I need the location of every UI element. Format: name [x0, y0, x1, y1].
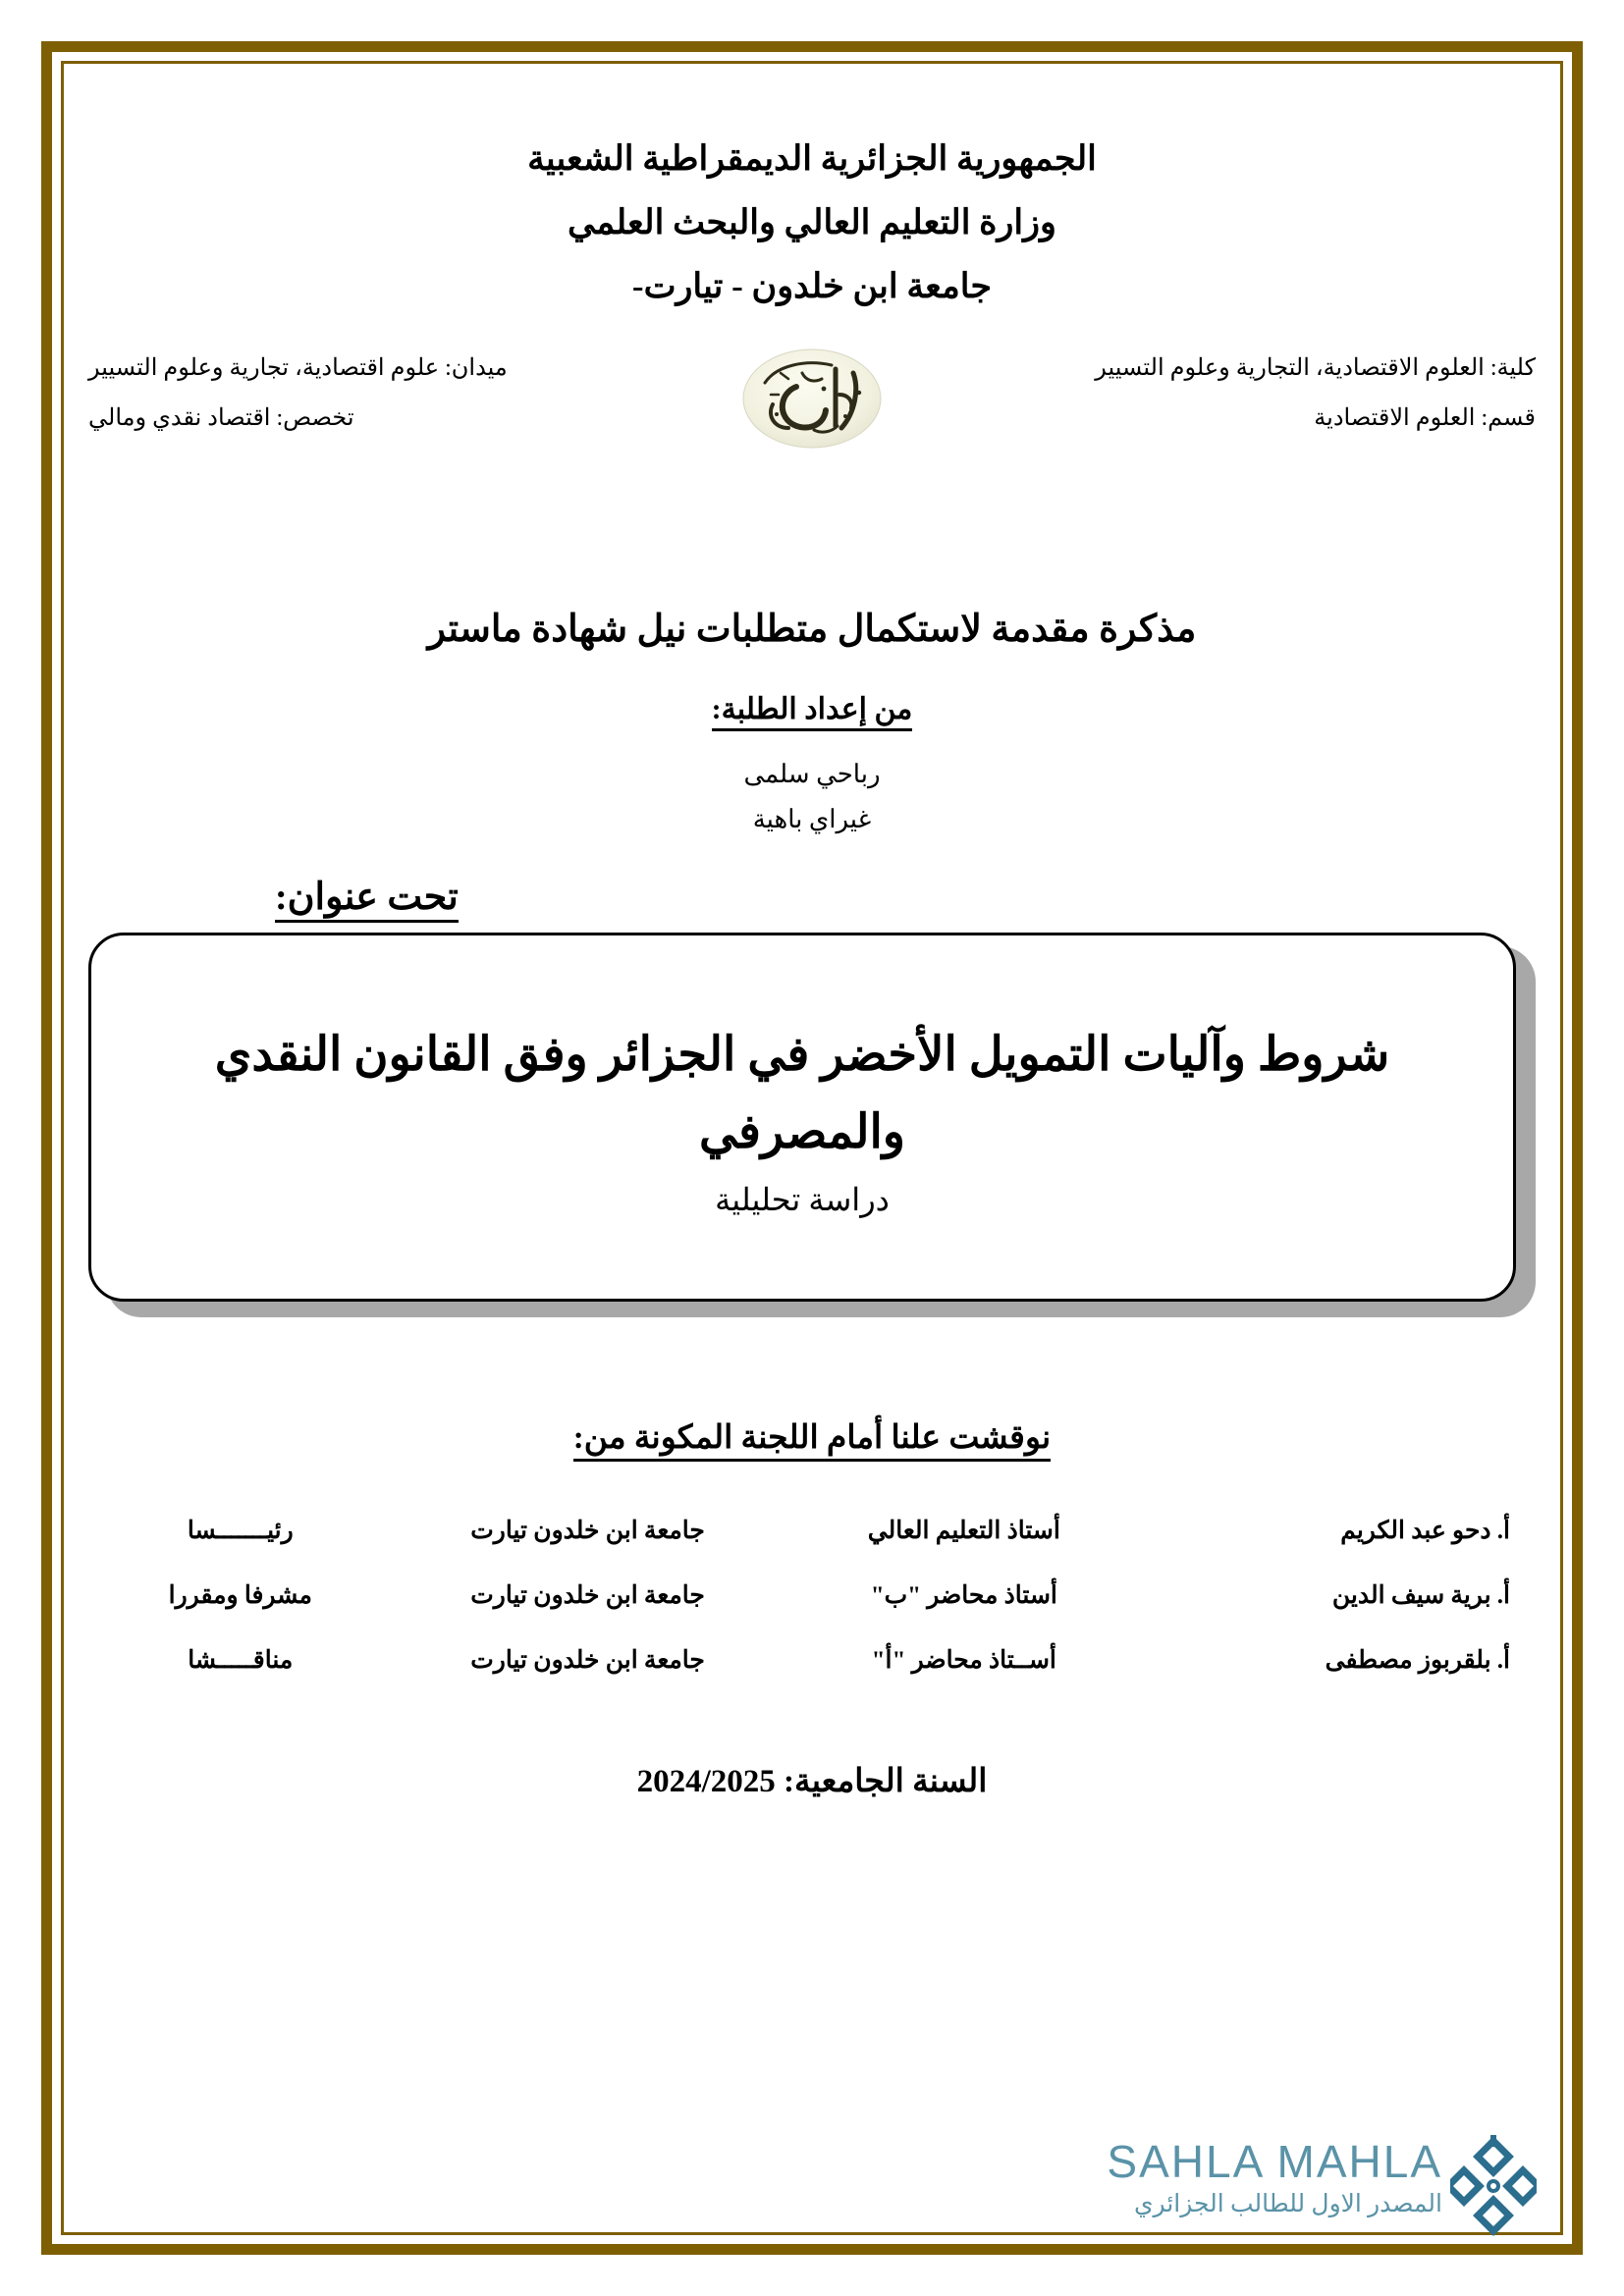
republic-line: الجمهورية الجزائرية الديمقراطية الشعبية [527, 139, 1097, 178]
sahla-mahla-watermark [1075, 2135, 1537, 2253]
jury-member-university: جامعة ابن خلدون تيارت [470, 1647, 705, 1675]
field-text: ميدان: علوم اقتصادية، تجارية وعلوم التسيير [88, 355, 508, 382]
jury-member-rank: أستاذ محاضر "ب" [870, 1582, 1057, 1610]
jury-table [88, 1498, 1536, 1692]
jury-heading [88, 1417, 1536, 1457]
academic-year: السنة الجامعية: 2024/2025 [636, 1764, 988, 1800]
table-row [88, 1628, 1536, 1692]
watermark-brand: SAHLA MAHLA [1107, 2136, 1442, 2187]
under-title-label [88, 875, 1536, 919]
title-box-wrapper [88, 933, 1536, 1323]
table-row [88, 1563, 1536, 1628]
jury-member-role: رئيـــــــسا [187, 1518, 294, 1545]
field-column [88, 344, 579, 443]
department-text: قسم: العلوم الاقتصادية [1314, 404, 1536, 431]
sahla-mahla-diamond-icon [1450, 2135, 1537, 2237]
jury-member-name: أ. بلقربوز مصطفى [1325, 1647, 1510, 1675]
watermark-tagline: المصدر الاول للطالب الجزائري [1133, 2191, 1442, 2217]
faculty-line [1045, 344, 1536, 393]
specialty-text: تخصص: اقتصاد نقدي ومالي [88, 404, 354, 431]
watermark-text [1107, 2136, 1442, 2217]
field-line [88, 344, 579, 393]
thesis-title: شروط وآليات التمويل الأخضر في الجزائر وفق القانون النقدي والمصرفي [214, 1029, 1390, 1159]
thesis-subtitle: دراسة تحليلية [715, 1182, 890, 1218]
prepared-by-text: من إعداد الطلبة: [712, 693, 913, 731]
jury-member-university: جامعة ابن خلدون تيارت [470, 1518, 705, 1545]
jury-member-name: أ. برية سيف الدين [1331, 1582, 1510, 1610]
jury-member-role: مناقـــــشا [188, 1647, 294, 1675]
table-row [88, 1498, 1536, 1563]
university-line: جامعة ابن خلدون - تيارت- [631, 266, 993, 305]
university-seal-icon [737, 344, 887, 454]
prepared-by-label [88, 692, 1536, 726]
department-line [1045, 394, 1536, 443]
list-item: غيراي باهية [752, 804, 872, 833]
jury-member-rank: أستاذ التعليم العالي [867, 1518, 1060, 1545]
jury-member-university: جامعة ابن خلدون تيارت [470, 1582, 705, 1610]
faculty-column [1045, 344, 1536, 443]
student-list [88, 752, 1536, 841]
organization-row [88, 344, 1536, 491]
thesis-title-box [88, 933, 1516, 1302]
specialty-line [88, 394, 579, 443]
list-item: رباحي سلمى [743, 760, 881, 789]
submission-statement: مذكرة مقدمة لاستكمال متطلبات نيل شهادة ماستر [427, 609, 1197, 651]
jury-member-rank: أســتاذ محاضر "أ" [871, 1647, 1056, 1675]
page-content [88, 88, 1536, 2208]
jury-heading-text: نوقشت علنا أمام اللجنة المكونة من: [573, 1420, 1051, 1462]
faculty-text: كلية: العلوم الاقتصادية، التجارية وعلوم التسيير [1095, 355, 1536, 382]
national-header [88, 128, 1536, 318]
ministry-line: وزارة التعليم العالي والبحث العلمي [568, 202, 1056, 241]
jury-member-name: أ. دحو عبد الكريم [1340, 1518, 1510, 1545]
jury-member-role: مشرفا ومقررا [168, 1582, 312, 1610]
under-title-text: تحت عنوان: [275, 877, 459, 923]
